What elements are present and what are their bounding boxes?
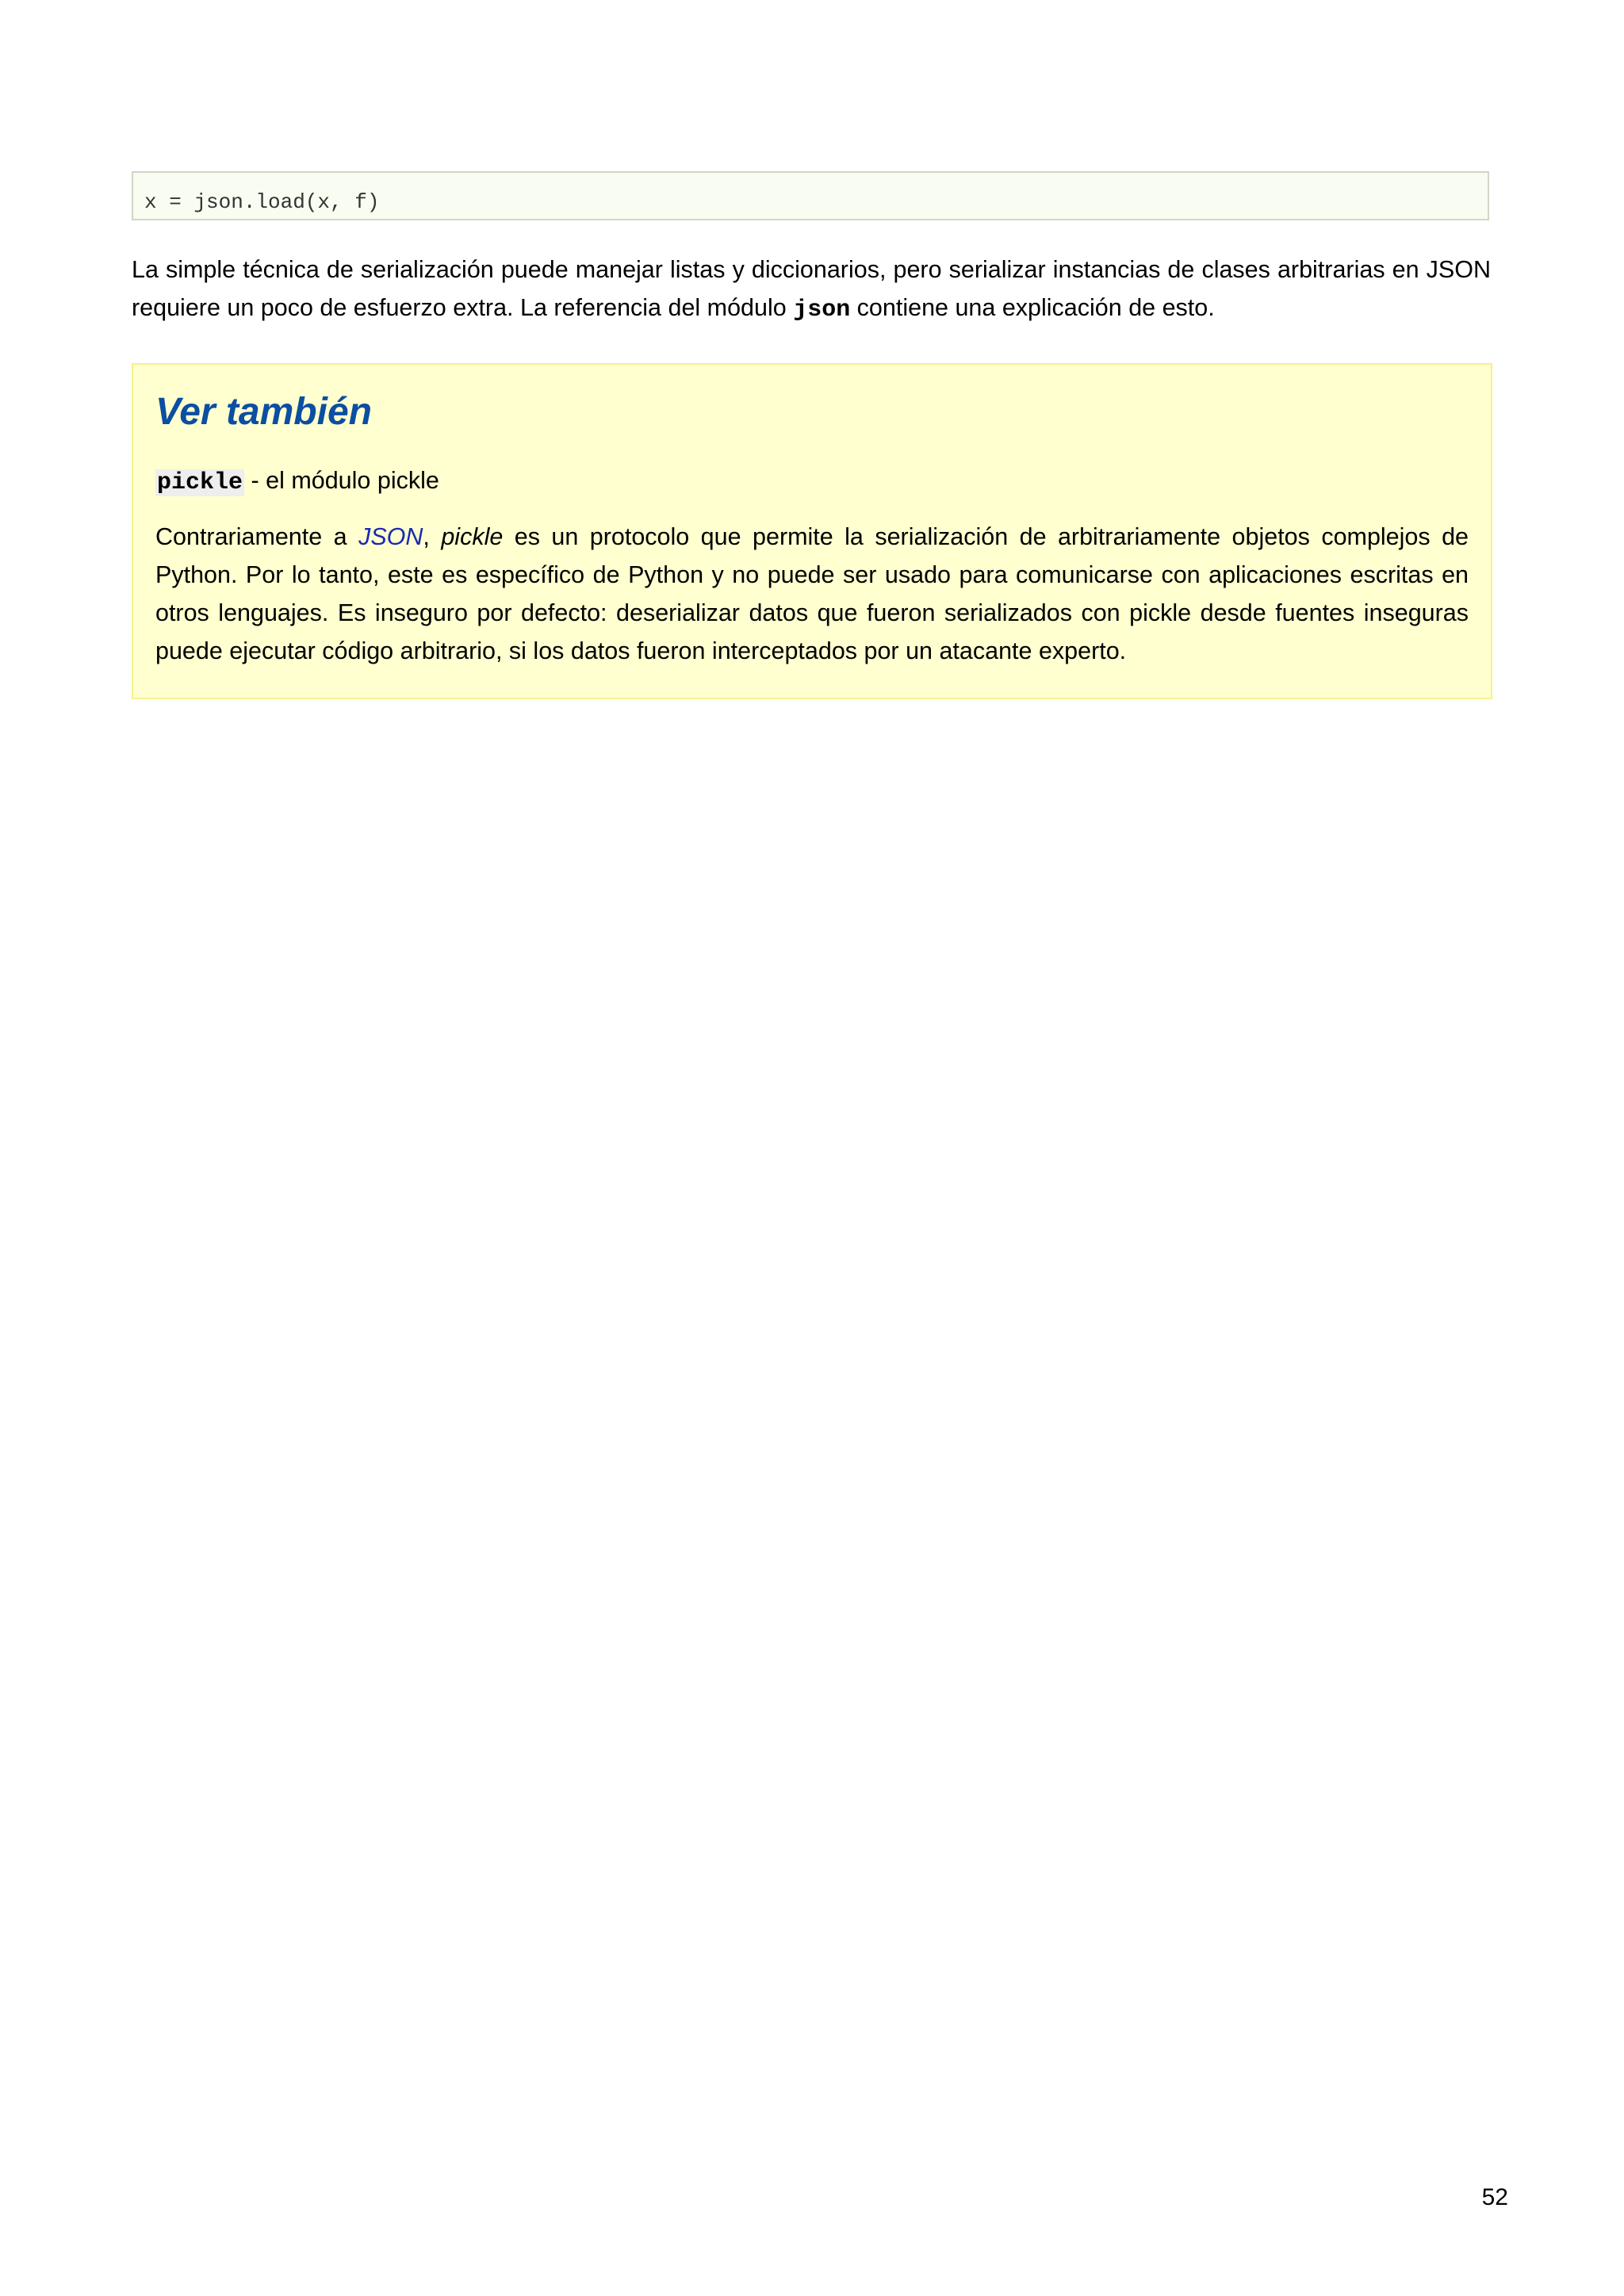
- see-also-body-start: Contrariamente a: [155, 523, 359, 550]
- see-also-reference: [155, 465, 1469, 499]
- see-also-box: [132, 363, 1492, 699]
- paragraph-text-start: La simple técnica de serialización puede manejar listas y diccionarios, pero serializar instancias de clases arbitrarias en JSON requiere un poco de esfuerzo extra. La referencia del módulo: [132, 256, 1491, 321]
- paragraph-text-end: contiene una explicación de esto.: [850, 294, 1215, 321]
- see-also-body: [155, 518, 1469, 670]
- see-also-comma: ,: [423, 523, 442, 550]
- pickle-module-code[interactable]: pickle: [157, 469, 243, 496]
- code-block: [132, 171, 1489, 220]
- pickle-emphasis: pickle: [441, 523, 504, 550]
- code-line: x = json.load(x, f): [144, 190, 380, 214]
- see-also-reference-text: - el módulo pickle: [244, 467, 439, 494]
- json-link[interactable]: JSON: [358, 523, 423, 550]
- inline-code-json: json: [793, 297, 851, 323]
- see-also-body-rest: es un protocolo que permite la serialización de arbitrariamente objetos complejos de Python. Por lo tanto, este es específico de Python y no puede ser usado para comunicarse con aplicaciones escritas en otros lenguajes. Es inseguro por defecto: deserializar datos que fueron serializados con pickle desde fuentes inseguras puede ejecutar código arbitrario, si los datos fueron interceptados por un atacante experto.: [155, 523, 1469, 664]
- body-paragraph: [132, 251, 1491, 329]
- page-number: 52: [1481, 2184, 1508, 2210]
- see-also-title: Ver también: [155, 391, 372, 433]
